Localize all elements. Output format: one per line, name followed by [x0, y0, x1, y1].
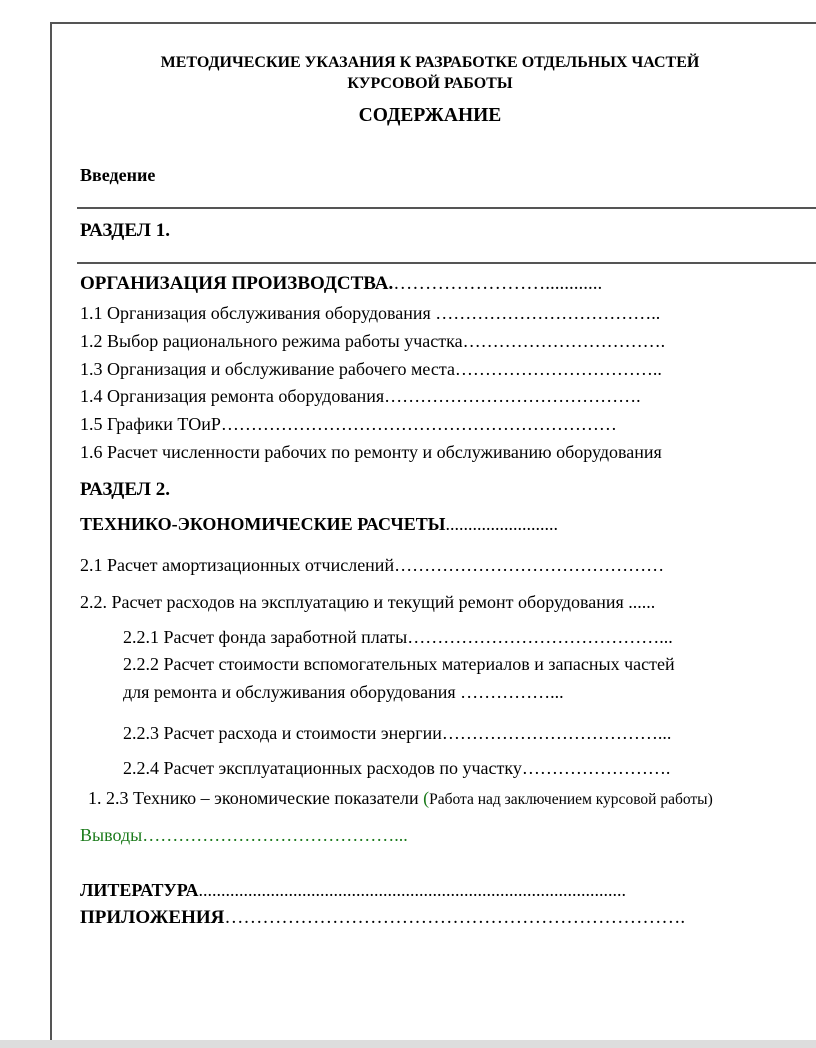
toc-item: 1.2 Выбор рационального режима работы участка…………………………….: [80, 331, 666, 351]
toc-item: 1.6 Расчет численности рабочих по ремонту и обслуживанию оборудования: [80, 442, 662, 462]
section1-heading-text: ОРГАНИЗАЦИЯ ПРОИЗВОДСТВА.: [80, 273, 394, 294]
divider: [77, 262, 816, 264]
toc-subitem: 2.2.2 Расчет стоимости вспомогательных материалов и запасных частей: [123, 654, 675, 674]
divider: [77, 207, 816, 209]
leader-dots: ……………………………………………………………….: [224, 907, 686, 928]
toc-item-2-3: [88, 787, 713, 811]
paren: (: [423, 788, 430, 808]
section1-label: РАЗДЕЛ 1.: [80, 220, 170, 241]
section2-heading-text: ТЕХНИКО-ЭКОНОМИЧЕСКИЕ РАСЧЕТЫ: [80, 514, 446, 534]
document-title-line1: МЕТОДИЧЕСКИЕ УКАЗАНИЯ К РАЗРАБОТКЕ ОТДЕЛЬНЫХ ЧАСТЕЙ: [160, 54, 700, 71]
section1-heading: [80, 273, 602, 295]
appendices-label: ПРИЛОЖЕНИЯ: [80, 907, 225, 928]
toc-item: 2.1 Расчет амортизационных отчислений………………………………………: [80, 555, 665, 575]
appendices-entry: [80, 907, 685, 929]
literature-label: ЛИТЕРАТУРА: [80, 880, 199, 900]
section2-heading: [80, 513, 558, 535]
intro-entry: Введение: [80, 165, 156, 185]
toc-subitem: 2.2.4 Расчет эксплуатационных расходов по участку…………………….: [123, 758, 671, 778]
section2-label: РАЗДЕЛ 2.: [80, 479, 170, 500]
page-border-top: [50, 22, 816, 24]
toc-subitem-continuation: для ремонта и обслуживания оборудования ……………...: [123, 682, 564, 702]
toc-item-2-3-text: 1. 2.3 Технико – экономические показатели: [88, 788, 424, 808]
literature-entry: [80, 879, 626, 901]
toc-item: 1.1 Организация обслуживания оборудования ………………………………..: [80, 303, 661, 323]
toc-subitem: 2.2.1 Расчет фонда заработной платы……………………………………...: [123, 627, 673, 647]
toc-item: 1.3 Организация и обслуживание рабочего места……………………………..: [80, 359, 662, 379]
toc-subitem: 2.2.3 Расчет расхода и стоимости энергии………………………………...: [123, 723, 672, 743]
contents-heading: СОДЕРЖАНИЕ: [358, 105, 502, 126]
toc-item-2-3-note: Работа над заключением курсовой работы): [429, 791, 713, 808]
toc-item: 1.4 Организация ремонта оборудования…………………………………….: [80, 386, 641, 406]
document-title-line2: КУРСОВОЙ РАБОТЫ: [347, 75, 513, 92]
leader-dots: ...............................................................................................: [198, 880, 626, 900]
toc-item: 2.2. Расчет расходов на эксплуатацию и текущий ремонт оборудования ......: [80, 592, 656, 612]
page-bottom-edge: [0, 1040, 816, 1048]
leader-dots: .........................: [445, 514, 558, 534]
leader-dots: ……………………............: [393, 273, 603, 294]
toc-item: 1.5 Графики ТОиР…………………………………………………………: [80, 414, 617, 434]
page-border-left: [50, 22, 52, 1042]
conclusions-entry: Выводы……………………………………...: [80, 825, 408, 845]
